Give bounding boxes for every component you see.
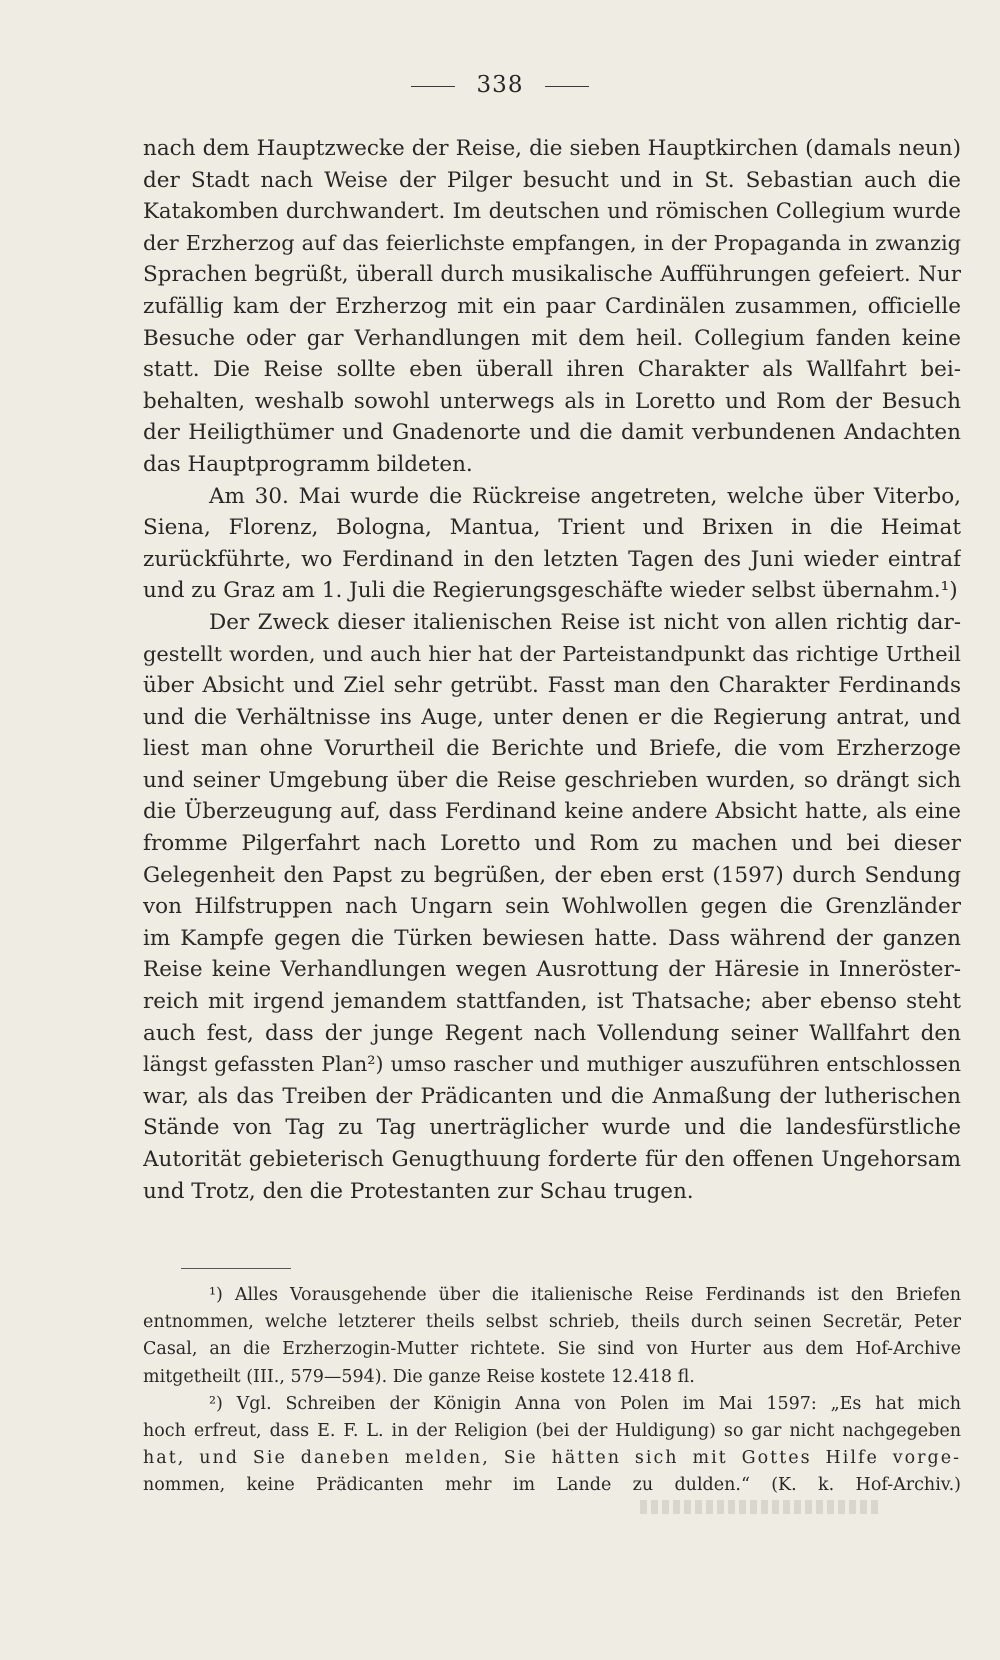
footnote-line: hat, und Sie daneben melden, Sie hätten sich mit Gottes Hilfe vorge- — [143, 1448, 961, 1469]
body-line: war, als das Treiben der Prädicanten und die Anmaßung der lutherischen — [143, 1083, 961, 1109]
body-line: die Überzeugung auf, dass Ferdinand keine andere Absicht hatte, als eine — [143, 799, 961, 825]
body-text — [143, 133, 961, 1207]
body-line: Sprachen begrüßt, überall durch musikalische Aufführungen gefeiert. Nur — [143, 262, 961, 288]
body-line: Siena, Florenz, Bologna, Mantua, Trient und Brixen in die Heimat — [143, 515, 961, 541]
header-dash-left — [411, 86, 455, 87]
page-header — [0, 72, 1000, 98]
body-line: gestellt worden, und auch hier hat der Parteistandpunkt das richtige Urtheil — [143, 641, 961, 666]
body-line: Katakomben durchwandert. Im deutschen und römischen Collegium wurde — [143, 199, 961, 225]
body-line: zufällig kam der Erzherzog mit ein paar Cardinälen zusammen, officielle — [143, 293, 961, 319]
body-line: über Absicht und Ziel sehr getrübt. Fasst man den Charakter Ferdinands — [143, 673, 961, 699]
body-line: Am 30. Mai wurde die Rückreise angetreten, welche über Viterbo, — [209, 483, 961, 509]
footnote-separator — [181, 1268, 291, 1269]
body-line: Der Zweck dieser italienischen Reise ist nicht von allen richtig dar- — [209, 609, 961, 635]
body-line: der Erzherzog auf das feierlichste empfangen, in der Propaganda in zwanzig — [143, 230, 961, 255]
body-line: reich mit irgend jemandem stattfanden, ist Thatsache; aber ebenso steht — [143, 989, 961, 1015]
footnote-line: ²) Vgl. Schreiben der Königin Anna von Polen im Mai 1597: „Es hat mich — [209, 1393, 961, 1414]
header-dash-right — [545, 86, 589, 87]
footnote-line: Casal, an die Erzherzogin-Mutter richtete. Sie sind von Hurter aus dem Hof-Archive — [143, 1339, 961, 1360]
body-line: nach dem Hauptzwecke der Reise, die sieben Hauptkirchen (damals neun) — [143, 136, 961, 161]
body-line: und die Verhältnisse ins Auge, unter denen er die Regierung antrat, und — [143, 704, 961, 730]
body-line: längst gefassten Plan²) umso rascher und muthiger auszuführen entschlossen — [143, 1052, 961, 1077]
footnote-line: entnommen, welche letzterer theils selbst schrieb, theils durch seinen Secretär, Peter — [143, 1312, 961, 1333]
body-line: das Hauptprogramm bildeten. — [143, 451, 473, 477]
show-through-bleed — [640, 1500, 880, 1514]
footnote-line: nommen, keine Prädicanten mehr im Lande zu dulden.“ (K. k. Hof-Archiv.) — [143, 1475, 961, 1496]
body-line: Reise keine Verhandlungen wegen Ausrottung der Häresie in Inneröster- — [143, 957, 961, 983]
body-line: statt. Die Reise sollte eben überall ihren Charakter als Wallfahrt bei- — [143, 357, 961, 383]
body-line: auch fest, dass der junge Regent nach Vollendung seiner Wallfahrt den — [143, 1020, 961, 1046]
page-number: 338 — [476, 72, 524, 98]
body-line: und seiner Umgebung über die Reise geschrieben wurden, so drängt sich — [143, 767, 961, 793]
body-line: und zu Graz am 1. Juli die Regierungsgeschäfte wieder selbst übernahm.¹) — [143, 578, 958, 604]
body-line: Besuche oder gar Verhandlungen mit dem heil. Collegium fanden keine — [143, 325, 961, 351]
footnote-line: ¹) Alles Vorausgehende über die italienische Reise Ferdinands ist den Briefen — [209, 1285, 961, 1305]
body-line: liest man ohne Vorurtheil die Berichte und Briefe, die vom Erzherzoge — [143, 736, 961, 762]
body-line: fromme Pilgerfahrt nach Loretto und Rom zu machen und bei dieser — [143, 831, 961, 857]
footnotes — [143, 1282, 961, 1500]
body-line: Autorität gebieterisch Genugthuung forderte für den offenen Ungehorsam — [143, 1147, 961, 1172]
body-line: und Trotz, den die Protestanten zur Schau trugen. — [143, 1178, 694, 1204]
footnote-line: hoch erfreut, dass E. F. L. in der Religion (bei der Huldigung) so gar nicht nachgegeben — [143, 1420, 961, 1441]
body-line: zurückführte, wo Ferdinand in den letzten Tagen des Juni wieder eintraf — [143, 546, 961, 572]
body-line: Gelegenheit den Papst zu begrüßen, der eben erst (1597) durch Sendung — [143, 862, 961, 888]
body-line: der Heiligthümer und Gnadenorte und die damit verbundenen Andachten — [143, 420, 961, 446]
footnote-line: mitgetheilt (III., 579—594). Die ganze Reise kostete 12.418 fl. — [143, 1366, 695, 1387]
body-line: im Kampfe gegen die Türken bewiesen hatte. Dass während der ganzen — [143, 925, 961, 951]
body-line: behalten, weshalb sowohl unterwegs als in Loretto und Rom der Besuch — [143, 388, 961, 414]
body-line: von Hilfstruppen nach Ungarn sein Wohlwollen gegen die Grenzländer — [143, 894, 961, 920]
body-line: Stände von Tag zu Tag unerträglicher wurde und die landesfürstliche — [143, 1115, 961, 1141]
body-line: der Stadt nach Weise der Pilger besucht und in St. Sebastian auch die — [143, 167, 961, 193]
